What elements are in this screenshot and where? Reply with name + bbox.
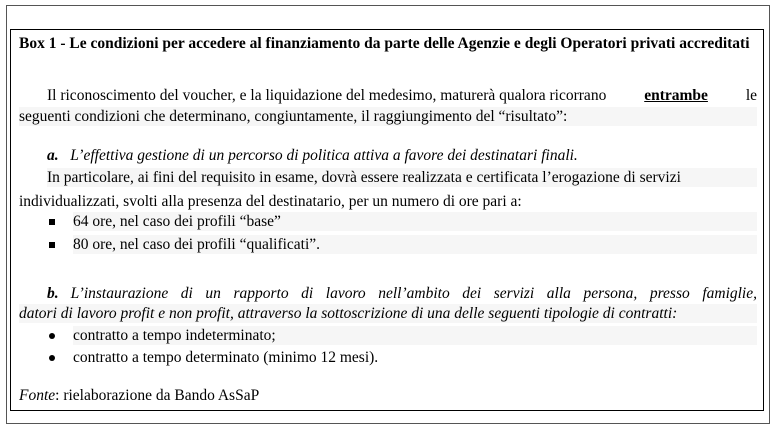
section-a-heading-row [47, 146, 578, 165]
section-b-bullet-1: contratto a tempo indeterminato; [73, 326, 757, 345]
section-a-heading: L’effettiva gestione di un percorso di politica attiva a favore dei destinatari finali. [70, 147, 578, 164]
intro-line-1 [47, 86, 757, 105]
section-b-heading-line-2: datori di lavoro profit e non profit, attraverso la sottoscrizione di una delle seguenti tipologie di contratti: [19, 304, 757, 323]
round-bullet-icon [49, 355, 55, 361]
section-b-heading-row-1 [47, 284, 757, 303]
source-note [19, 386, 259, 405]
intro-emphasis: entrambe [644, 87, 708, 104]
round-bullet-icon [49, 333, 55, 339]
square-bullet-icon [49, 219, 55, 225]
section-b-heading-line-1: L’instaurazione di un rapporto di lavoro nell’ambito dei servizi alla persona, presso famiglie, [70, 285, 757, 302]
section-b-bullet-2: contratto a tempo determinato (minimo 12 mesi). [73, 349, 379, 366]
intro-line-2: seguenti condizioni che determinano, congiuntamente, il raggiungimento del “risultato”: [19, 107, 757, 126]
section-a-bullet-1: 64 ore, nel caso dei profili “base” [73, 212, 757, 231]
section-a-paragraph-line-2: individualizzati, svolti alla presenza del destinatario, per un numero di ore pari a: [19, 193, 522, 210]
intro-text-after: le [745, 87, 757, 104]
section-a-bullet-2: 80 ore, nel caso dei profili “qualificati”. [73, 235, 757, 254]
intro-text-before: Il riconoscimento del voucher, e la liquidazione del medesimo, maturerà qualora ricorrano [47, 87, 607, 104]
source-label: Fonte [19, 387, 56, 404]
square-bullet-icon [49, 242, 55, 248]
section-a-label: a. [47, 147, 59, 164]
source-text: : rielaborazione da Bando AsSaP [55, 387, 260, 404]
section-a-paragraph-line-1: In particolare, ai fini del requisito in esame, dovrà essere realizzata e certificata l’erogazione di servizi [47, 168, 757, 187]
document-box [10, 29, 764, 411]
section-b-label: b. [47, 285, 59, 302]
box-title: Box 1 - Le condizioni per accedere al finanziamento da parte delle Agenzie e degli Operatori privati accreditati [19, 35, 750, 52]
